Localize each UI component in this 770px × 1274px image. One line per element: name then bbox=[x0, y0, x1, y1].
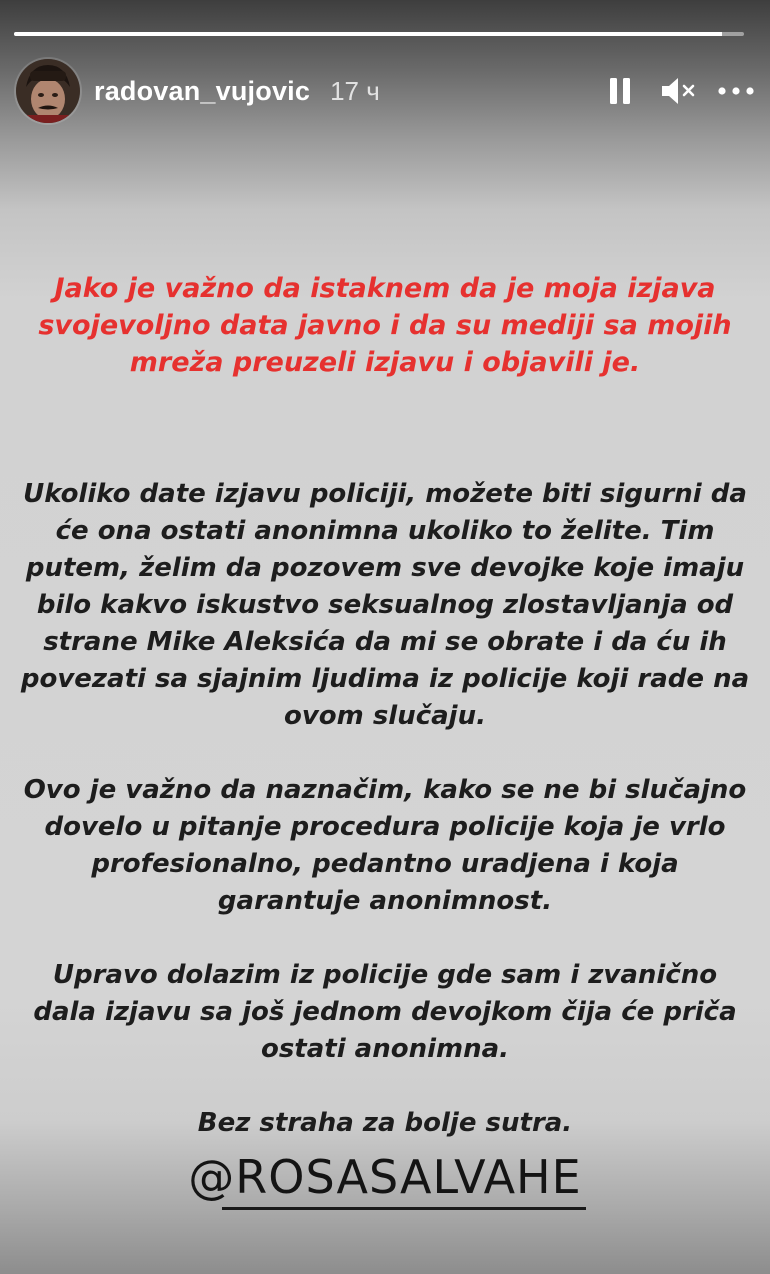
avatar[interactable] bbox=[16, 59, 80, 123]
story-header bbox=[16, 58, 756, 124]
more-options-button[interactable] bbox=[716, 71, 756, 111]
pause-button[interactable] bbox=[600, 71, 640, 111]
paragraph-procedure bbox=[0, 772, 770, 920]
mention-underline bbox=[222, 1207, 585, 1210]
mention-text: @ROSASALVAHE bbox=[188, 1150, 582, 1204]
mention-sticker-wrapper bbox=[0, 1150, 770, 1210]
text-line: povezati sa sjajnim ljudima iz policije koji rade na bbox=[20, 664, 750, 694]
closing-line bbox=[0, 1105, 770, 1142]
more-horizontal-icon bbox=[717, 86, 755, 96]
text-line: bilo kakvo iskustvo seksualnog zlostavljanja od bbox=[36, 590, 734, 620]
highlighted-statement bbox=[0, 270, 770, 381]
text-line: mreža preuzeli izjavu i objavili je. bbox=[129, 347, 641, 378]
text-line: Ovo je važno da naznačim, kako se ne bi slučajno bbox=[23, 775, 747, 805]
story-progress-bar bbox=[14, 32, 744, 36]
text-line: će ona ostati anonimna ukoliko to želite. Tim bbox=[55, 516, 715, 546]
text-line: strane Mike Aleksića da mi se obrate i da ću ih bbox=[43, 627, 727, 657]
text-line: dovelo u pitanje procedura policije koja je vrlo bbox=[44, 812, 726, 842]
text-line: Ukoliko date izjavu policiji, možete biti sigurni da bbox=[23, 479, 747, 509]
pause-icon bbox=[608, 76, 632, 106]
story-username[interactable]: radovan_vujovic bbox=[94, 75, 311, 106]
speaker-muted-icon bbox=[660, 76, 696, 106]
text-line: ostati anonimna. bbox=[260, 1034, 510, 1064]
text-line: profesionalno, pedantno uradjena i koja bbox=[91, 849, 679, 879]
text-line: Upravo dolazim iz policije gde sam i zvanično bbox=[52, 960, 718, 990]
text-line: Bez straha za bolje sutra. bbox=[197, 1108, 573, 1138]
story-timestamp: 17 ч bbox=[330, 75, 380, 106]
text-line: Jako je važno da istaknem da je moja izjava bbox=[54, 273, 716, 304]
text-line: putem, želim da pozovem sve devojke koje imaju bbox=[25, 553, 745, 583]
mention-sticker[interactable] bbox=[184, 1150, 585, 1210]
text-line: ovom slučaju. bbox=[284, 701, 486, 731]
text-line: dala izjavu sa još jednom devojkom čija će priča bbox=[33, 997, 737, 1027]
text-line: garantuje anonimnost. bbox=[217, 886, 553, 916]
avatar-image bbox=[16, 59, 80, 123]
paragraph-police-statement bbox=[0, 476, 770, 735]
story-controls bbox=[600, 71, 756, 111]
paragraph-coming-from-police bbox=[0, 957, 770, 1068]
text-line: svojevoljno data javno i da su mediji sa mojih bbox=[38, 310, 732, 341]
mute-button[interactable] bbox=[658, 71, 698, 111]
story-text-content bbox=[0, 270, 770, 1142]
story-progress-fill bbox=[14, 32, 722, 36]
